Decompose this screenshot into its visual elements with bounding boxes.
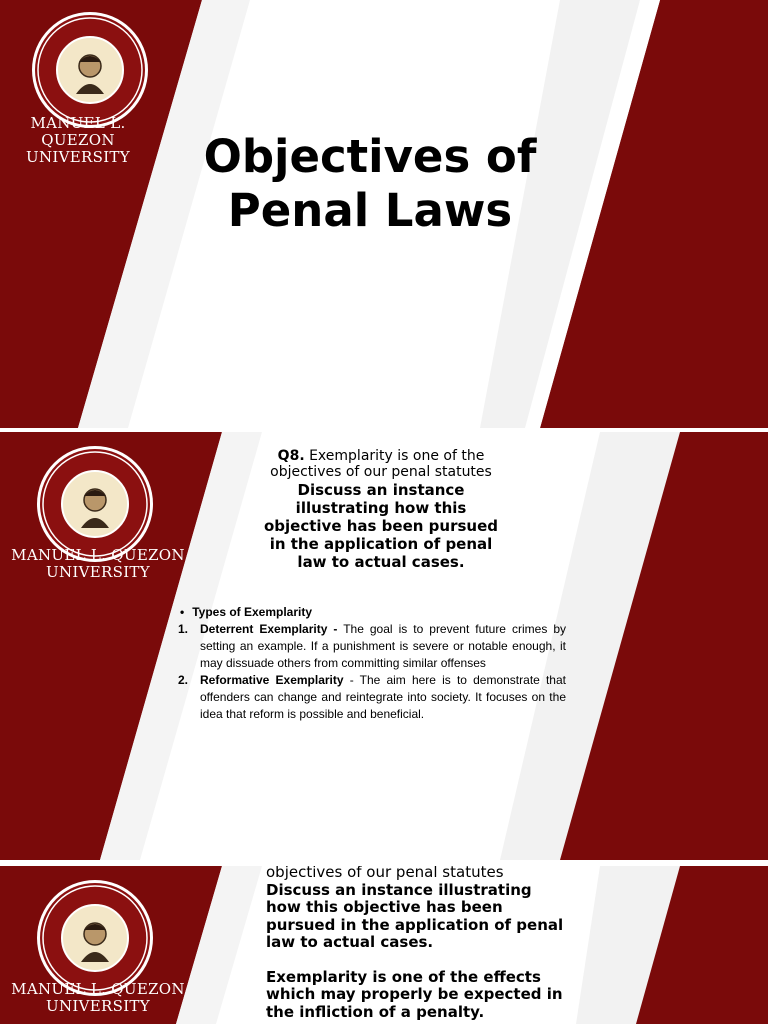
slide-title — [180, 130, 560, 238]
university-name — [10, 547, 186, 581]
question-prompt-line5: law to actual cases. — [297, 553, 465, 571]
paragraph-gap — [266, 952, 596, 969]
question-prompt-line1: Discuss an instance — [297, 481, 465, 499]
university-name-line2: UNIVERSITY — [46, 563, 150, 581]
university-name-line2: UNIVERSITY — [46, 997, 150, 1015]
list-item-text — [200, 621, 566, 672]
bullet-heading-text: Types of Exemplarity — [192, 605, 313, 619]
slide-2 — [0, 432, 768, 860]
list-item-number: 1. — [178, 622, 189, 636]
slide3-bold-line6: which may properly be expected in — [266, 985, 563, 1003]
slide3-bold-line3: pursued in the application of penal — [266, 915, 564, 934]
list-item-text — [200, 672, 566, 723]
question-number: Q8. — [277, 448, 305, 464]
list-item-number: 2. — [178, 673, 189, 687]
slide3-plain-line: objectives of our penal statutes — [266, 866, 504, 881]
university-name-line1: MANUEL L. QUEZON — [30, 114, 126, 149]
university-name-line2: UNIVERSITY — [26, 148, 130, 166]
bullet-dot-icon: • — [180, 605, 185, 619]
question-lead — [240, 448, 522, 464]
question-prompt-line2: illustrating how this — [295, 499, 467, 517]
question-prompt-line3: objective has been pursued — [263, 517, 498, 535]
bullet-heading — [178, 604, 566, 621]
slide3-bold-line1: Discuss an instance illustrating — [266, 880, 532, 899]
university-seal — [30, 10, 150, 130]
list-item-body: - The aim here is to demonstrate that offenders can change and reintegrate into society. It focuses on the idea that reform is possible and beneficial. — [200, 673, 566, 721]
slide3-bold-line4: law to actual cases. — [266, 933, 434, 951]
title-line2: Penal Laws — [227, 184, 513, 237]
list-item-term: Deterrent Exemplarity - — [200, 622, 338, 636]
list-item — [178, 672, 566, 723]
list-item — [178, 621, 566, 672]
slide-1 — [0, 0, 768, 428]
slide-3 — [0, 866, 768, 1024]
question-prompt-line4: in the application of penal — [269, 535, 493, 553]
list-item-term: Reformative Exemplarity — [200, 673, 344, 687]
title-line1: Objectives of — [203, 130, 537, 183]
slide3-bold-line7: the infliction of a penalty. — [266, 1002, 485, 1021]
exemplarity-types — [178, 604, 566, 723]
seal-emblem-icon — [30, 10, 150, 130]
question-intro-1: Exemplarity is one of the — [304, 448, 485, 464]
university-name — [0, 115, 156, 166]
slide3-bold-line5: Exemplarity is one of the effects — [266, 967, 541, 986]
slide3-bold-line2: how this objective has been — [266, 898, 503, 916]
university-name-line1: MANUEL L. QUEZON — [11, 980, 185, 998]
university-name-line1: MANUEL L. QUEZON — [11, 546, 185, 564]
university-name — [10, 981, 186, 1015]
slide3-text — [266, 866, 596, 1021]
question-prompt — [240, 481, 522, 571]
question-block — [240, 448, 522, 571]
question-intro-2: objectives of our penal statutes — [270, 464, 492, 480]
list-item-body: The goal is to prevent future crimes by setting an example. If a punishment is severe or notable enough, it may dissuade others from committing similar offenses — [200, 622, 567, 670]
